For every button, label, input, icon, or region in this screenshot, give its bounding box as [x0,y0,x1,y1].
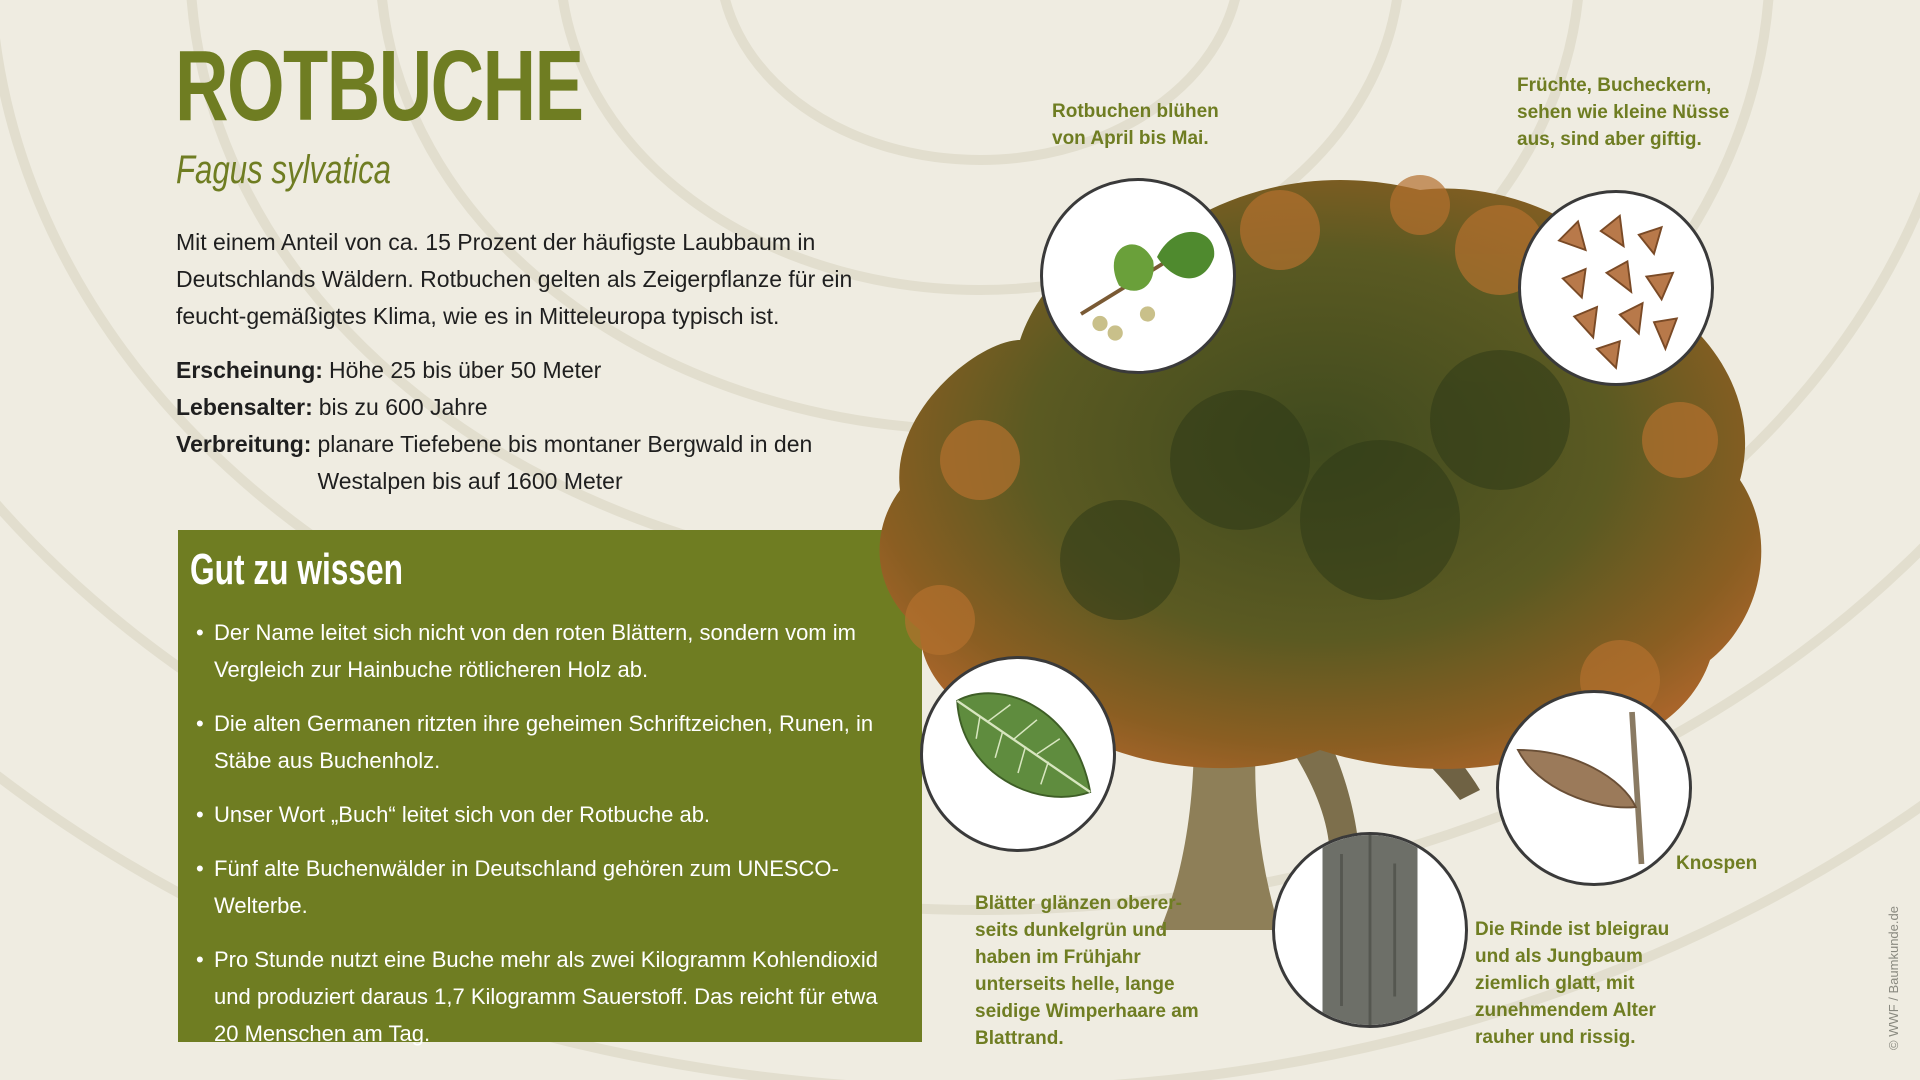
list-item: • Pro Stunde nutzt eine Buche mehr als zwei Kilogramm Kohlendioxid und produziert daraus 1,7 Kilogramm Sauerstoff. Das reicht für etwa 20 Menschen am Tag. [190,941,902,1052]
bud-detail-image [1496,690,1692,886]
list-item: • Fünf alte Buchenwälder in Deutschland gehören zum UNESCO-Welterbe. [190,850,902,924]
fact-key: Erscheinung: [176,357,323,383]
latin-name: Fagus sylvatica [176,148,392,192]
callout-buds: Knospen [1676,853,1758,874]
intro-paragraph: Mit einem Anteil von ca. 15 Prozent der häufigste Laubbaum in Deutschlands Wäldern. Rotbuchen gelten als Zeigerpflanze für ein feucht-gemäßigtes Klima, wie es in Mitteleuropa typisch ist. [176,229,853,329]
bud-icon [1499,693,1689,883]
callout-fruit: Früchte, Bucheckern, sehen wie kleine Nüsse aus, sind aber giftig. [1517,75,1730,150]
beechnut-icon [1521,193,1711,383]
good-to-know-title: Gut zu wissen [190,545,403,594]
good-to-know-list [190,614,902,1052]
list-item: • Unser Wort „Buch“ leitet sich von der Rotbuche ab. [190,796,902,833]
leaf-icon [923,659,1113,849]
callout-leaves: Blätter glänzen oberer-seits dunkelgrün und haben im Frühjahr unterseits helle, lange seidige Wimperhaare am Blattrand. [975,893,1199,1049]
good-to-know-panel [178,530,922,1046]
fact-key: Verbreitung: [176,431,312,457]
flower-icon [1043,181,1233,371]
flower-detail-image [1040,178,1236,374]
callout-bark: Die Rinde ist bleigrau und als Jungbaum ziemlich glatt, mit zunehmendem Alter rauher und rissig. [1475,919,1670,1048]
fruit-detail-image [1518,190,1714,386]
fact-row-lifespan [176,389,896,426]
fact-row-distribution [176,426,896,500]
fact-value: bis zu 600 Jahre [318,394,488,420]
page-title: ROTBUCHE [175,30,583,142]
fact-key: Lebensalter: [176,394,313,420]
facts-list [176,352,896,500]
fact-value: Höhe 25 bis über 50 Meter [328,357,602,383]
bark-detail-image [1272,832,1468,1028]
list-item: • Der Name leitet sich nicht von den roten Blättern, sondern vom im Vergleich zur Hainbuche rötlicheren Holz ab. [190,614,902,688]
fact-value: planare Tiefebene bis montaner Bergwald in den Westalpen bis auf 1600 Meter [317,431,813,494]
fact-row-appearance [176,352,896,389]
callout-bloom: Rotbuchen blühen von April bis Mai. [1052,101,1219,149]
leaf-detail-image [920,656,1116,852]
bark-icon [1275,835,1465,1025]
photo-credit: © WWF / Baumkunde.de [1886,906,1901,1050]
list-item: • Die alten Germanen ritzten ihre geheimen Schriftzeichen, Runen, in Stäbe aus Buchenholz. [190,705,902,779]
